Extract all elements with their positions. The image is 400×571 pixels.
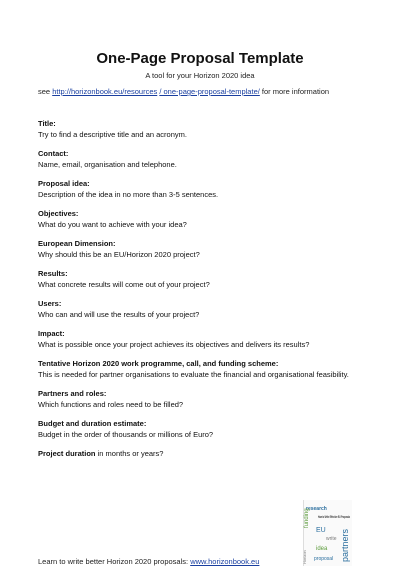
section-description: This is needed for partner organisations to evaluate the financial and organisational feasibility.: [38, 369, 349, 379]
footer-text: Learn to write better Horizon 2020 proposals:: [38, 557, 189, 566]
section-description: in months or years?: [97, 449, 164, 458]
cover-word: funding: [304, 508, 310, 528]
see-prefix: see: [38, 87, 51, 96]
section-label: European Dimension:: [38, 239, 116, 248]
section-label: Impact:: [38, 329, 65, 338]
cover-word: Horizon: [302, 550, 307, 564]
section-description: Name, email, organisation and telephone.: [38, 159, 177, 169]
section-budget: [38, 419, 368, 440]
cover-title: How to Write Effective EU Proposals: [318, 514, 351, 519]
section-description: Which functions and roles need to be filled?: [38, 399, 184, 409]
section-label: Objectives:: [38, 209, 79, 218]
section-description: What concrete results will come out of your project?: [38, 279, 210, 289]
section-users: [38, 299, 368, 320]
section-label: Budget and duration estimate:: [38, 419, 147, 428]
cover-word: EU: [316, 527, 326, 534]
template-link[interactable]: / one-page-proposal-template/: [159, 87, 260, 96]
section-project-duration: [38, 449, 368, 460]
section-work-programme: [38, 359, 368, 380]
section-results: [38, 269, 368, 290]
section-contact: [38, 149, 368, 170]
cover-word: research: [306, 506, 327, 512]
book-cover-graphic: [304, 500, 352, 566]
section-label: Proposal idea:: [38, 179, 90, 188]
section-impact: [38, 329, 368, 350]
section-label: Results:: [38, 269, 68, 278]
section-title: [38, 119, 368, 140]
section-label: Partners and roles:: [38, 389, 107, 398]
resources-link[interactable]: http://horizonbook.eu/resources: [52, 87, 158, 96]
document-subtitle: A tool for your Horizon 2020 idea: [145, 71, 255, 80]
book-cover-image: [303, 500, 352, 566]
section-label: Project duration: [38, 449, 96, 458]
section-label: Users:: [38, 299, 62, 308]
cover-word: proposal: [314, 556, 334, 562]
section-description: Try to find a descriptive title and an acronym.: [38, 129, 187, 139]
section-description: Description of the idea in no more than 3-5 sentences.: [38, 189, 219, 199]
document-title: One-Page Proposal Template: [96, 50, 304, 67]
section-label: Title:: [38, 119, 56, 128]
more-info-line: [38, 87, 329, 96]
section-description: Why should this be an EU/Horizon 2020 project?: [38, 249, 200, 259]
section-label: Contact:: [38, 149, 69, 158]
section-partners-roles: [38, 389, 368, 410]
sections-list: [38, 119, 368, 469]
horizonbook-link[interactable]: www.horizonbook.eu: [190, 557, 260, 566]
cover-word: idea: [316, 546, 328, 552]
see-suffix: for more information: [261, 87, 330, 96]
section-label: Tentative Horizon 2020 work programme, call, and funding scheme:: [38, 359, 279, 368]
section-european-dimension: [38, 239, 368, 260]
cover-word: write: [326, 536, 337, 542]
section-description: Who can and will use the results of your project?: [38, 309, 200, 319]
section-description: What do you want to achieve with your idea?: [38, 219, 187, 229]
section-description: What is possible once your project achieves its objectives and delivers its results?: [38, 339, 310, 349]
section-description: Budget in the order of thousands or millions of Euro?: [38, 429, 214, 439]
section-proposal-idea: [38, 179, 368, 200]
cover-word: partners: [340, 528, 350, 562]
section-objectives: [38, 209, 368, 230]
footer-line: [38, 557, 259, 566]
